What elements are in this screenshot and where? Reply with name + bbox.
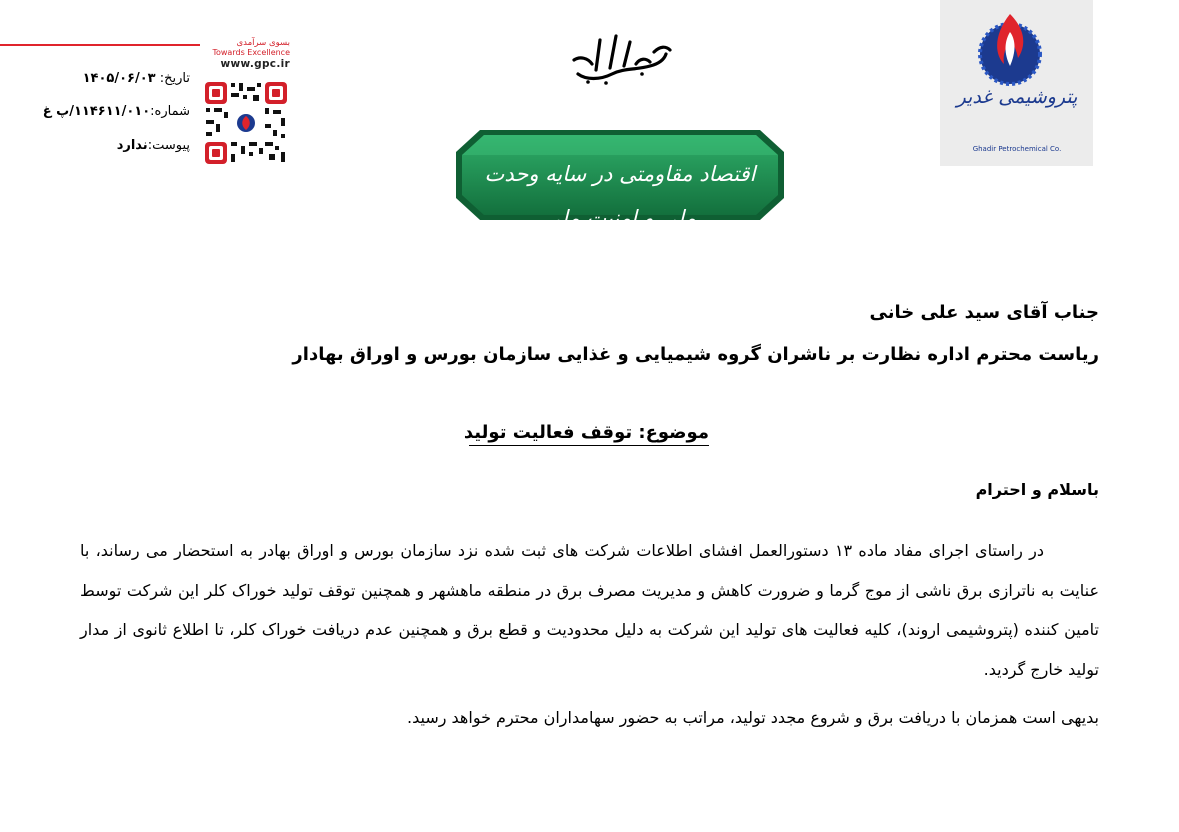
company-name-fa: پتروشیمی غدیر [956, 86, 1078, 108]
letter-attachment [117, 138, 190, 153]
basmala-calligraphy [566, 30, 676, 86]
letter-number [43, 104, 190, 119]
attachment-value: ندارد [116, 138, 148, 153]
letter-closing: بدیهی است همزمان با دریافت برق و شروع مجدد تولید، مراتب به حضور سهامداران محترم خواهد رسید. [407, 708, 1099, 727]
qr-code-icon [203, 80, 289, 166]
slogan-banner-text: اقتصاد مقاومتی در سایه وحدت ملی و امنیت ملی [484, 162, 756, 230]
date-value: ۱۴۰۵/۰۶/۰۳ [82, 71, 156, 86]
letter-greeting: باسلام و احترام [975, 480, 1099, 499]
addressee-title: ریاست محترم اداره نظارت بر ناشران گروه شیمیایی و غذایی سازمان بورس و اوراق بهادار [292, 344, 1099, 365]
letter-body-paragraph: در راستای اجرای مفاد ماده ۱۳ دستورالعمل افشای اطلاعات شرکت های ثبت شده نزد سازمان بورس و اوراق بهادر به استحضار می رساند، با عنایت به ناترازی برق ناشی از موج گرما و ضرورت کاهش و مدیریت مصرف برق در منطقه ماهشهر و همچنین توقف تولید خوراک کلر این شرکت توسط تامین کننده (پتروشیمی اروند)، کلیه فعالیت های تولید این شرکت به دلیل محدودیت و قطع برق و همچنین عدم دریافت خوراک کلر، تا اطلاع ثانوی از مدار تولید خارج گردید. [80, 541, 1099, 679]
attachment-label: پیوست: [147, 138, 190, 153]
addressee-name: جناب آقای سید علی خانی [869, 302, 1099, 323]
number-label: شماره: [150, 104, 190, 119]
gpc-tagline: بسوی سرآمدی [236, 38, 290, 48]
gpc-motto: Towards Excellence [212, 48, 290, 57]
date-label: تاریخ: [159, 71, 190, 86]
header-red-rule [0, 44, 200, 46]
company-name-en: Ghadir Petrochemical Co. [972, 145, 1062, 153]
letter-subject: موضوع: توقف فعالیت تولید [469, 422, 709, 446]
letter-date [83, 71, 190, 86]
company-flame-icon [960, 6, 1060, 94]
number-value: ۱۱۴۶۱۱/۰۱۰/پ غ [42, 104, 151, 119]
gpc-url: www.gpc.ir [220, 58, 290, 70]
